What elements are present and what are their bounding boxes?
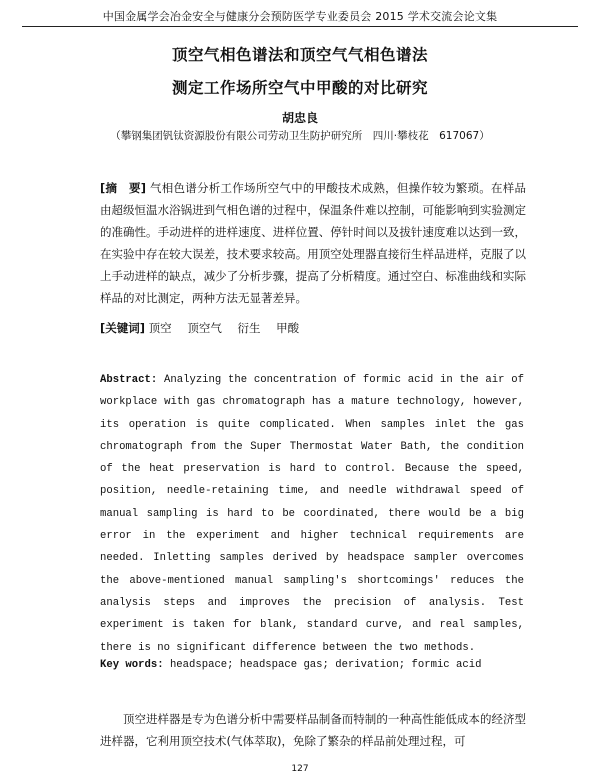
abstract-en-label: Abstract: (100, 374, 158, 386)
keywords-zh-label: [关键词] (100, 321, 146, 335)
abstract-en-text: Analyzing the concentration of formic acid in the air of workplace with gas chromatograph has a mature technology, however, its operation is quite complicated. When samples inlet the gas chromatograph from the Super Thermostat Water Bath, the condition of the heat preservation is hard to control. Because the speed, position, needle-retaining time, and needle withdrawal speed of manual sampling is hard to be coordinated, there would be a big error in the experiment and higher technical requirements are needed. Inletting samples derived by headspace sampler overcomes the above-mentioned manual sampling's shortcomings' reduces the analysis steps and improves the precision of analysis. Test experiment is taken for blank, standard curve, and real samples, there is no significant difference between the two methods. (100, 374, 525, 654)
keywords-en-text: headspace; headspace gas; derivation; formic acid (169, 659, 482, 671)
author: 胡忠良 (281, 111, 318, 125)
keyword-zh: 衍生 (237, 321, 261, 335)
affiliation: （攀钢集团钒钛资源股份有限公司劳动卫生防护研究所 四川·攀枝花 617067） (110, 130, 490, 142)
title-line-1: 顶空气相色谱法和顶空气气相色谱法 (171, 46, 428, 64)
header-rule (22, 26, 578, 27)
running-header: 中国金属学会冶金安全与健康分会预防医学专业委员会 2015 学术交流会论文集 (102, 10, 498, 23)
abstract-zh-text: 气相色谱分析工作场所空气中的甲酸技术成熟，但操作较为繁琐。在样品由超级恒温水浴锅进到气相色谱的过程中，保温条件难以控制，可能影响到实验测定的准确性。手动进样的进样速度、进样位置、停针时间以及拔针速度难以达到一致，在实验中存在较大误差，技术要求较高。用顶空处理器直接衍生样品进样，克服了以上手动进样的缺点，减少了分析步骤，提高了分析精度。通过空白、标准曲线和实际样品的对比测定，两种方法无显著差异。 (100, 181, 527, 306)
keyword-zh: 顶空气 (187, 321, 222, 335)
keywords-chinese (100, 320, 526, 336)
keyword-zh: 甲酸 (276, 321, 300, 335)
keywords-en-label: Key words: (100, 659, 164, 671)
body-paragraph: 顶空进样器是专为色谱分析中需要样品制备而特制的一种高性能低成本的经济型进样器，它利用顶空技术(气体萃取)，免除了繁杂的样品前处理过程，可 (100, 712, 526, 748)
abstract-zh-label: [摘 要] (100, 181, 147, 195)
abstract-chinese (100, 177, 526, 310)
keywords-english (100, 659, 524, 671)
title-line-2: 测定工作场所空气中甲酸的对比研究 (171, 79, 428, 97)
keyword-zh: 顶空 (148, 321, 172, 335)
page-number: 127 (291, 764, 309, 774)
abstract-english (100, 369, 524, 659)
